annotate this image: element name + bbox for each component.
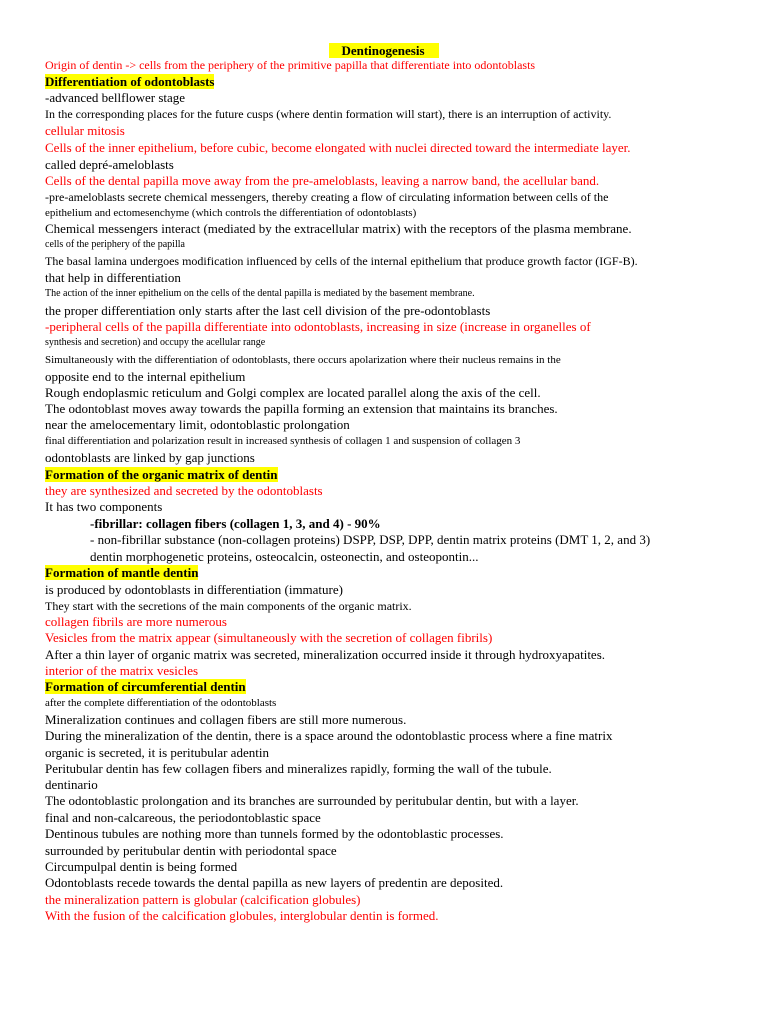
text-line: -peripheral cells of the papilla differentiate into odontoblasts, increasing in size (increase in organelles of [45,319,591,334]
text-line: interior of the matrix vesicles [45,663,199,678]
section-heading [45,679,745,695]
section-heading [45,73,745,90]
text-line: They start with the secretions of the main components of the organic matrix. [45,599,412,613]
text-line: -advanced bellflower stage [45,90,186,105]
text-line: Mineralization continues and collagen fibers are still more numerous. [45,712,407,727]
text-line: they are synthesized and secreted by the odontoblasts [45,483,323,498]
text-line: that help in differentiation [45,270,181,285]
text-line: Rough endoplasmic reticulum and Golgi complex are located parallel along the axis of the cell. [45,385,541,400]
section-heading-text: Formation of circumferential dentin [45,679,246,694]
text-line: In the corresponding places for the future cusps (where dentin formation will start), there is an interruption of activity. [45,107,612,121]
text-line: cellular mitosis [45,123,125,138]
text-line: Origin of dentin -> cells from the periphery of the primitive papilla that differentiate into odontoblasts [45,58,536,72]
text-line: after the complete differentiation of the odontoblasts [45,697,277,709]
text-line: - non-fibrillar substance (non-collagen proteins) DSPP, DSP, DPP, dentin matrix proteins (DMT 1, 2, and 3) [90,532,651,547]
text-line: near the amelocementary limit, odontoblastic prolongation [45,417,350,432]
text-line: dentinario [45,777,98,792]
text-line: the proper differentiation only starts after the last cell division of the pre-odontoblasts [45,303,491,318]
text-line: organic is secreted, it is peritubular adentin [45,745,269,760]
text-line: opposite end to the internal epithelium [45,369,246,384]
document-body [45,57,745,924]
text-line: Odontoblasts recede towards the dental papilla as new layers of predentin are deposited. [45,875,504,890]
text-line: Circumpulpal dentin is being formed [45,859,238,874]
text-line: odontoblasts are linked by gap junctions [45,450,255,465]
text-line: -fibrillar: collagen fibers (collagen 1, 3, and 4) - 90% [90,516,381,531]
text-line: is produced by odontoblasts in differentiation (immature) [45,582,343,597]
text-line: The odontoblast moves away towards the papilla forming an extension that maintains its branches. [45,401,558,416]
text-line: surrounded by peritubular dentin with periodontal space [45,843,337,858]
text-line: With the fusion of the calcification globules, interglobular dentin is formed. [45,908,439,923]
text-line: dentin morphogenetic proteins, osteocalcin, osteonectin, and osteopontin... [90,549,479,564]
text-line: the mineralization pattern is globular (calcification globules) [45,892,361,907]
text-line: Vesicles from the matrix appear (simultaneously with the secretion of collagen fibrils) [45,630,493,645]
document-title: Dentinogenesis [329,43,438,58]
text-line: synthesis and secretion) and occupy the acellular range [45,337,266,348]
text-line: The action of the inner epithelium on the cells of the dental papilla is mediated by the basement membrane. [45,288,475,299]
text-line: cells of the periphery of the papilla [45,239,185,250]
section-heading-text: Formation of the organic matrix of dentin [45,467,278,482]
text-line: called depré-ameloblasts [45,157,174,172]
text-line: Cells of the inner epithelium, before cubic, become elongated with nuclei directed toward the intermediate layer. [45,140,631,155]
text-line: Chemical messengers interact (mediated by the extracellular matrix) with the receptors of the plasma membrane. [45,221,632,236]
text-line: Peritubular dentin has few collagen fibers and mineralizes rapidly, forming the wall of the tubule. [45,761,552,776]
text-line: It has two components [45,499,163,514]
text-line: During the mineralization of the dentin, there is a space around the odontoblastic process where a fine matrix [45,728,613,743]
text-line: epithelium and ectomesenchyme (which controls the differentiation of odontoblasts) [45,207,417,219]
text-line: Cells of the dental papilla move away from the pre-ameloblasts, leaving a narrow band, the acellular band. [45,173,600,188]
text-line: collagen fibrils are more numerous [45,614,227,629]
text-line: Dentinous tubules are nothing more than tunnels formed by the odontoblastic processes. [45,826,504,841]
text-line: After a thin layer of organic matrix was secreted, mineralization occurred inside it through hydroxyapatites. [45,647,606,662]
section-heading [45,466,745,483]
text-line: -pre-ameloblasts secrete chemical messengers, thereby creating a flow of circulating information between cells of the [45,190,609,204]
text-line: Simultaneously with the differentiation of odontoblasts, there occurs apolarization where their nucleus remains in the [45,354,561,366]
text-line: The basal lamina undergoes modification influenced by cells of the internal epithelium that produce growth factor (IGF-B). [45,254,638,268]
section-heading-text: Differentiation of odontoblasts [45,74,215,89]
section-heading [45,565,745,581]
text-line: final differentiation and polarization result in increased synthesis of collagen 1 and suspension of collagen 3 [45,435,521,447]
section-heading-text: Formation of mantle dentin [45,565,199,580]
text-line: The odontoblastic prolongation and its branches are surrounded by peritubular dentin, but with a layer. [45,793,579,808]
text-line: final and non-calcareous, the periodontoblastic space [45,810,321,825]
